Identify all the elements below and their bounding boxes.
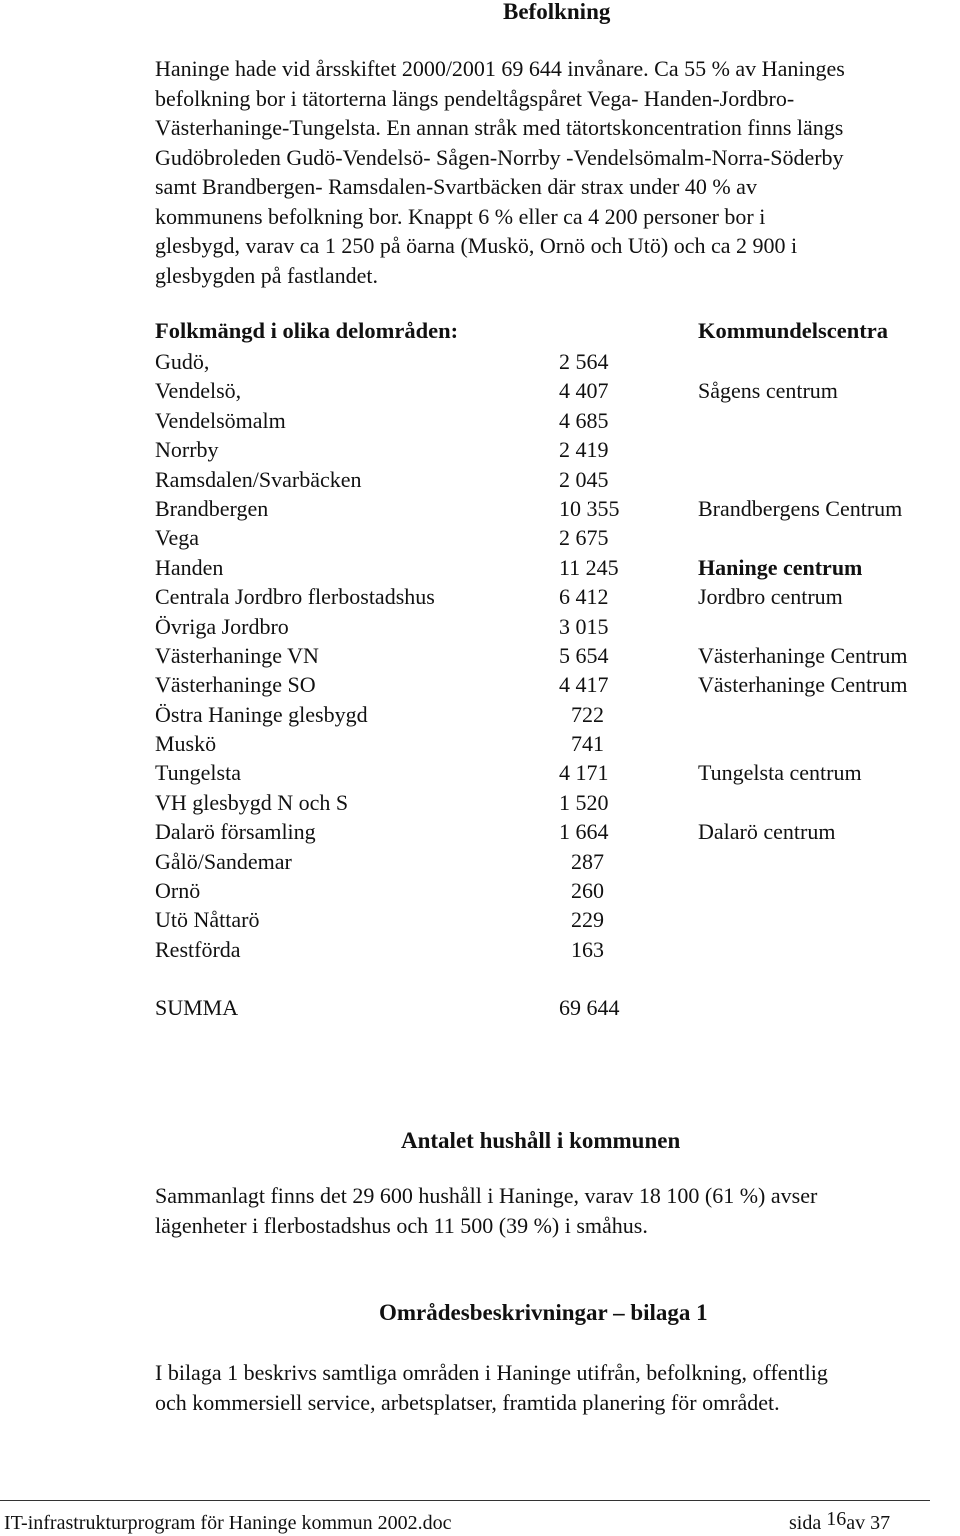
table-row: [0, 641, 960, 670]
area-name: Västerhaninge VN: [155, 642, 319, 668]
footer-divider: [0, 1500, 930, 1501]
population-value: 4 171: [559, 760, 609, 786]
households-paragraph: [155, 1181, 955, 1240]
page-title: Befolkning: [503, 0, 611, 24]
area-name: Östra Haninge glesbygd: [155, 701, 368, 727]
community-center: Västerhaninge Centrum: [698, 672, 908, 698]
area-name: Vendelsömalm: [155, 407, 286, 433]
area-name: Tungelsta: [155, 760, 241, 786]
area-name: Vendelsö,: [155, 378, 242, 404]
table-row: [0, 612, 960, 641]
sum-value: 69 644: [559, 995, 620, 1020]
community-center: Tungelsta centrum: [698, 760, 862, 786]
footer-document-name: IT-infrastrukturprogram för Haninge kommun 2002.doc: [4, 1512, 452, 1534]
area-name: Vega: [155, 525, 199, 551]
page-total: av 37: [846, 1512, 891, 1534]
area-name: Utö Nåttarö: [155, 907, 260, 933]
area-name: Ramsdalen/Svarbäcken: [155, 466, 362, 492]
paragraph-line: glesbygden på fastlandet.: [155, 262, 378, 288]
table-row: [0, 817, 960, 846]
area-name: Övriga Jordbro: [155, 613, 289, 639]
area-name: Muskö: [155, 731, 217, 757]
population-value: 741: [571, 731, 604, 757]
community-center: Dalarö centrum: [698, 819, 836, 845]
table-row: [0, 788, 960, 817]
population-value: 4 685: [559, 407, 609, 433]
table-row: [0, 494, 960, 523]
area-name: Brandbergen: [155, 495, 269, 521]
households-heading: Antalet hushåll i kommunen: [401, 1128, 681, 1153]
population-value: 2 564: [559, 349, 609, 374]
paragraph-line: lägenheter i flerbostadshus och 11 500 (39 %) i småhus.: [155, 1212, 648, 1238]
table-row: [0, 523, 960, 552]
area-name: Ornö: [155, 878, 201, 904]
table-row: [0, 876, 960, 905]
area-name: Västerhaninge SO: [155, 672, 316, 698]
paragraph-line: I bilaga 1 beskrivs samtliga områden i Haninge utifrån, befolkning, offentlig: [155, 1360, 828, 1385]
page-label: sida: [789, 1512, 822, 1534]
population-value: 6 412: [559, 584, 609, 610]
population-table: [0, 347, 960, 964]
paragraph-line: Haninge hade vid årsskiftet 2000/2001 69 644 invånare. Ca 55 % av Haninges: [155, 56, 845, 81]
community-center: Jordbro centrum: [698, 584, 843, 610]
population-value: 2 675: [559, 525, 609, 551]
area-name: Restförda: [155, 936, 241, 962]
table-row: [0, 670, 960, 699]
community-center: Haninge centrum: [698, 554, 863, 580]
area-descriptions-heading: Områdesbeskrivningar – bilaga 1: [379, 1300, 708, 1325]
paragraph-line: samt Brandbergen- Ramsdalen-Svartbäcken där strax under 40 % av: [155, 174, 757, 199]
footer-page-info: [789, 1508, 891, 1535]
table-row: [0, 758, 960, 787]
population-value: 4 417: [559, 672, 609, 698]
table-row: [0, 700, 960, 729]
area-name: Handen: [155, 554, 224, 580]
table-row: [0, 729, 960, 758]
area-name: VH glesbygd N och S: [155, 789, 349, 815]
population-value: 1 520: [559, 789, 609, 815]
table-row: [0, 347, 960, 376]
population-value: 229: [571, 907, 604, 933]
paragraph-line: och kommersiell service, arbetsplatser, framtida planering för området.: [155, 1389, 780, 1415]
table-row: [0, 465, 960, 494]
area-descriptions-paragraph: [155, 1358, 955, 1417]
area-name: Norrby: [155, 437, 219, 463]
area-name: Centrala Jordbro flerbostadshus: [155, 584, 435, 610]
paragraph-line: Västerhaninge-Tungelsta. En annan stråk med tätortskoncentration finns längs: [155, 115, 844, 140]
population-value: 4 407: [559, 378, 609, 404]
population-value: 722: [571, 701, 604, 727]
table-row: [0, 406, 960, 435]
population-value: 1 664: [559, 819, 609, 845]
population-value: 11 245: [559, 554, 619, 580]
population-value: 287: [571, 848, 604, 874]
community-center: Sågens centrum: [698, 378, 838, 404]
table-row: [0, 376, 960, 405]
community-center: Brandbergens Centrum: [698, 495, 903, 521]
area-name: Gålö/Sandemar: [155, 848, 292, 874]
population-value: 5 654: [559, 642, 609, 668]
population-table-header: Folkmängd i olika delområden:: [155, 318, 459, 343]
paragraph-line: Gudöbroleden Gudö-Vendelsö- Sågen-Norrby -Vendelsömalm-Norra-Söderby: [155, 144, 844, 170]
table-row: [0, 553, 960, 582]
paragraph-line: glesbygd, varav ca 1 250 på öarna (Muskö, Ornö och Utö) och ca 2 900 i: [155, 233, 798, 258]
centers-column-header: Kommundelscentra: [698, 318, 888, 343]
community-center: Västerhaninge Centrum: [698, 642, 908, 668]
population-value: 2 419: [559, 437, 609, 463]
paragraph-line: kommunens befolkning bor. Knappt 6 % eller ca 4 200 personer bor i: [155, 203, 766, 229]
sum-row: [0, 993, 960, 1023]
table-row: [0, 847, 960, 876]
population-value: 260: [571, 878, 604, 904]
paragraph-line: Sammanlagt finns det 29 600 hushåll i Haninge, varav 18 100 (61 %) avser: [155, 1183, 818, 1208]
area-name: Gudö,: [155, 349, 210, 374]
population-value: 2 045: [559, 466, 609, 492]
sum-label: SUMMA: [155, 995, 239, 1020]
table-row: [0, 582, 960, 611]
intro-paragraph: [155, 54, 955, 290]
table-row: [0, 905, 960, 934]
paragraph-line: befolkning bor i tätorterna längs pendeltågspåret Vega- Handen-Jordbro-: [155, 85, 795, 111]
area-name: Dalarö församling: [155, 819, 316, 845]
population-value: 10 355: [559, 495, 620, 521]
population-value: 163: [571, 936, 604, 962]
table-row: [0, 935, 960, 964]
population-value: 3 015: [559, 613, 609, 639]
page-number: 16: [826, 1508, 847, 1530]
table-row: [0, 435, 960, 464]
